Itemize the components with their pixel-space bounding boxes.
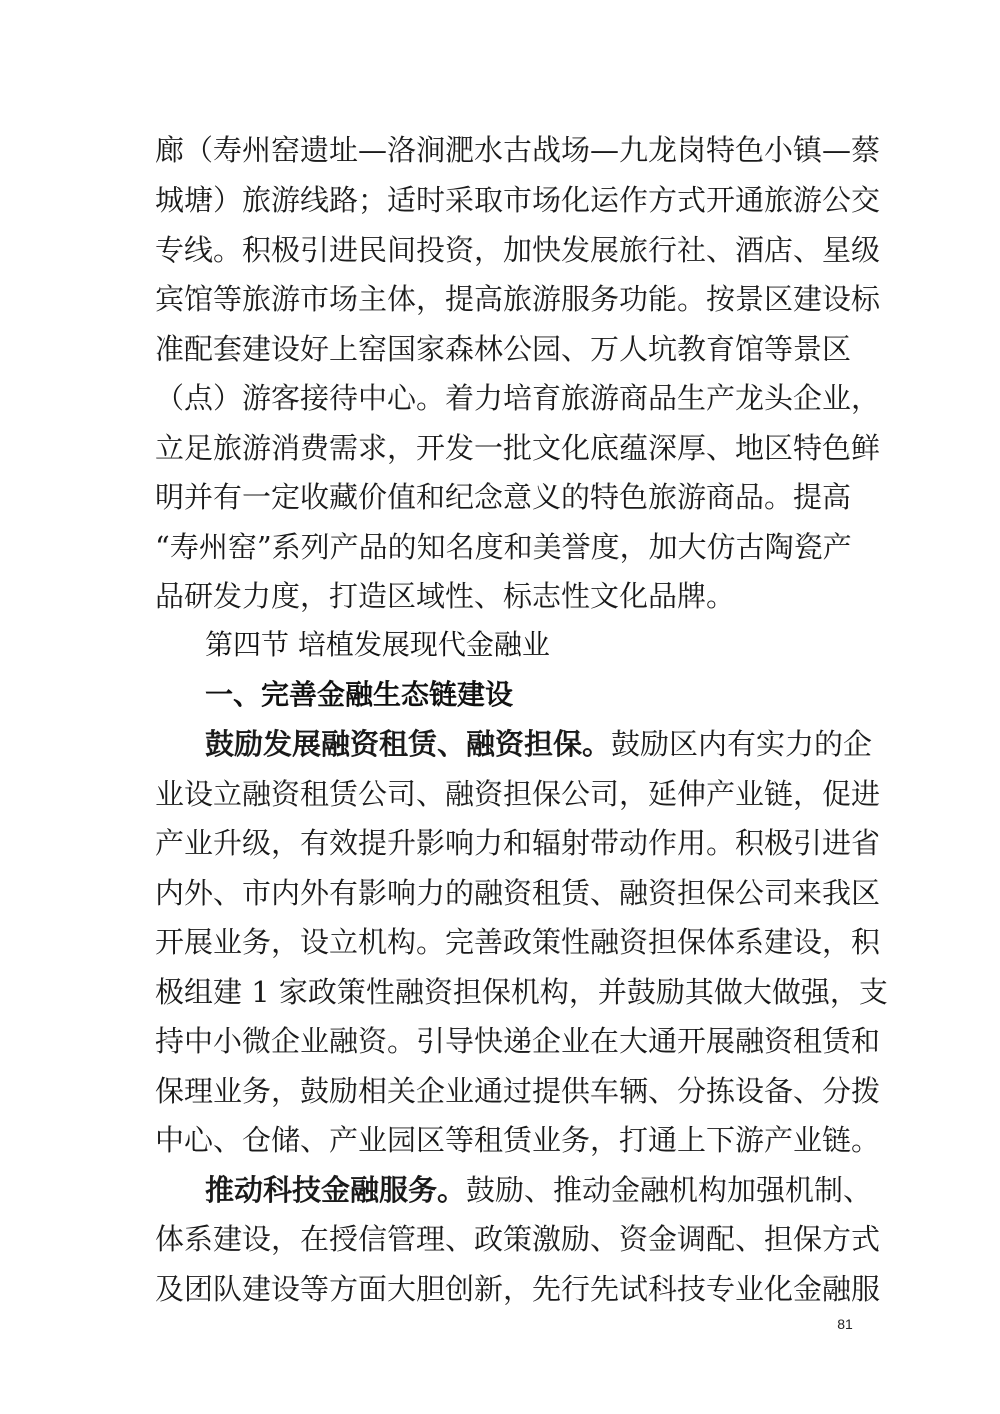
paragraph-line: 立足旅游消费需求，开发一批文化底蕴深厚、地区特色鲜 — [155, 431, 881, 465]
paragraph-line: 专线。积极引进民间投资，加快发展旅行社、酒店、星级 — [155, 233, 881, 267]
paragraph-line: 体系建设，在授信管理、政策激励、资金调配、担保方式 — [155, 1222, 881, 1256]
paragraph-line: 品研发力度，打造区域性、标志性文化品牌。 — [155, 579, 736, 613]
paragraph-line: 开展业务，设立机构。完善政策性融资担保体系建设，积 — [155, 925, 881, 959]
paragraph-line: 业设立融资租赁公司、融资担保公司，延伸产业链，促进 — [155, 777, 881, 811]
paragraph-line: 明并有一定收藏价值和纪念意义的特色旅游商品。提高 — [155, 480, 852, 514]
paragraph-line: 及团队建设等方面大胆创新，先行先试科技专业化金融服 — [155, 1272, 881, 1306]
paragraph-first-line-text: 鼓励、推动金融机构加强机制、 — [466, 1173, 873, 1207]
subsection-heading: 一、完善金融生态链建设 — [205, 678, 514, 711]
page-number: 81 — [837, 1316, 853, 1332]
paragraph-line: （点）游客接待中心。着力培育旅游商品生产龙头企业， — [155, 381, 881, 415]
paragraph-line: “寿州窑”系列产品的知名度和美誉度，加大仿古陶瓷产 — [155, 530, 852, 564]
paragraph-line: 极组建 1 家政策性融资担保机构，并鼓励其做大做强，支 — [155, 975, 888, 1009]
paragraph-line: 城塘）旅游线路；适时采取市场化运作方式开通旅游公交 — [155, 183, 881, 217]
section-heading: 第四节 培植发展现代金融业 — [205, 628, 550, 661]
paragraph-line: 准配套建设好上窑国家森林公园、万人坑教育馆等景区 — [155, 332, 852, 366]
paragraph-line: 持中小微企业融资。引导快递企业在大通开展融资租赁和 — [155, 1024, 881, 1058]
paragraph-line: 保理业务，鼓励相关企业通过提供车辆、分拣设备、分拨 — [155, 1074, 881, 1108]
paragraph-lead: 推动科技金融服务。 — [205, 1173, 467, 1207]
paragraph-lead: 鼓励发展融资租赁、融资担保。 — [205, 727, 612, 761]
paragraph-first-line — [205, 722, 873, 766]
paragraph-first-line-text: 鼓励区内有实力的企 — [611, 727, 873, 761]
paragraph-line: 廊（寿州窑遗址—洛涧淝水古战场—九龙岗特色小镇—蔡 — [155, 133, 881, 167]
paragraph-line: 中心、仓储、产业园区等租赁业务，打通上下游产业链。 — [155, 1123, 881, 1157]
paragraph-line: 产业升级，有效提升影响力和辐射带动作用。积极引进省 — [155, 826, 881, 860]
paragraph-first-line — [205, 1168, 873, 1212]
paragraph-line: 内外、市内外有影响力的融资租赁、融资担保公司来我区 — [155, 876, 881, 910]
paragraph-line: 宾馆等旅游市场主体，提高旅游服务功能。按景区建设标 — [155, 282, 881, 316]
